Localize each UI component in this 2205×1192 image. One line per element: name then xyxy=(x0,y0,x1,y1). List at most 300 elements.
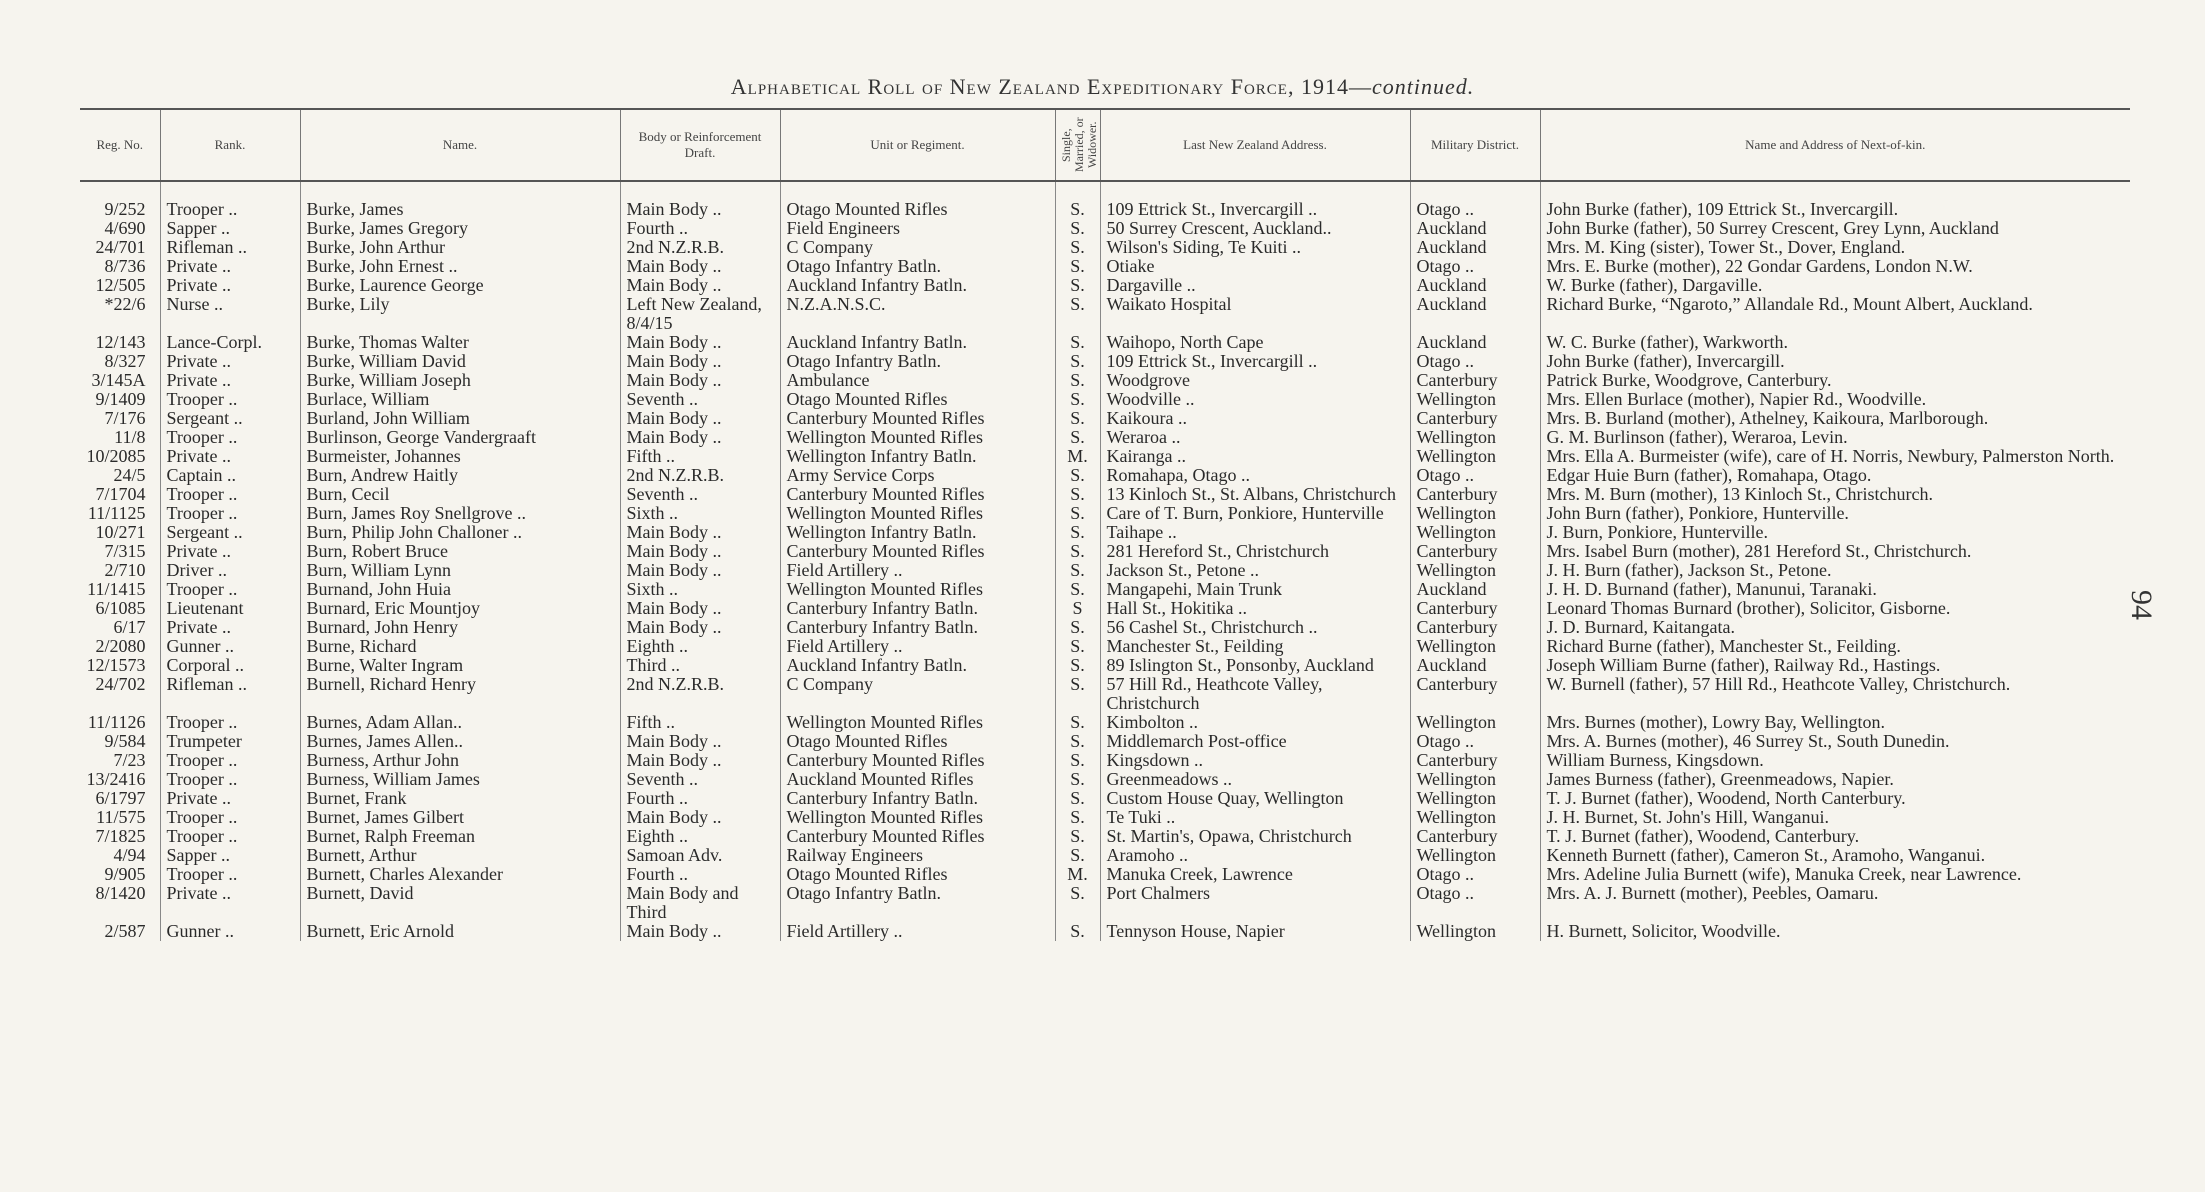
cell-marital-status: S. xyxy=(1055,219,1100,238)
cell-next-of-kin: J. D. Burnard, Kaitangata. xyxy=(1546,618,1735,637)
cell-rank: Rifleman .. xyxy=(160,675,300,713)
header-address: Last New Zealand Address. xyxy=(1100,109,1410,181)
cell-address: 57 Hill Rd., Heathcote Valley, Christchurch xyxy=(1100,675,1410,713)
table-row xyxy=(80,808,2130,827)
table-row xyxy=(80,922,2130,941)
cell-body: Main Body .. xyxy=(620,732,780,751)
cell-address: Tennyson House, Napier xyxy=(1100,922,1410,941)
cell-next-of-kin: Leonard Thomas Burnard (brother), Solicitor, Gisborne. xyxy=(1546,599,1951,618)
cell-unit: Field Artillery .. xyxy=(780,561,1055,580)
cell-address: Taihape .. xyxy=(1100,523,1410,542)
cell-reg-no: 11/575 xyxy=(80,808,160,827)
cell-reg-no: 4/94 xyxy=(80,846,160,865)
cell-name: Burnell, Richard Henry xyxy=(300,675,620,713)
cell-rank: Trooper .. xyxy=(160,827,300,846)
header-smw-text: Single, Married, or Widower. xyxy=(1058,117,1099,173)
cell-marital-status: S. xyxy=(1055,542,1100,561)
cell-marital-status: S. xyxy=(1055,238,1100,257)
table-row xyxy=(80,637,2130,656)
cell-address: Manchester St., Feilding xyxy=(1100,637,1410,656)
cell-rank: Private .. xyxy=(160,542,300,561)
cell-district: Auckland xyxy=(1410,276,1540,295)
cell-address: St. Martin's, Opawa, Christchurch xyxy=(1100,827,1410,846)
cell-unit: Auckland Infantry Batln. xyxy=(780,656,1055,675)
cell-body: 2nd N.Z.R.B. xyxy=(620,675,780,713)
cell-body: Main Body .. xyxy=(620,276,780,295)
header-unit: Unit or Regiment. xyxy=(780,109,1055,181)
cell-marital-status: S. xyxy=(1055,751,1100,770)
cell-name: Burke, James xyxy=(300,200,620,219)
cell-body: Sixth .. xyxy=(620,504,780,523)
cell-district: Wellington xyxy=(1410,523,1540,542)
cell-unit: C Company xyxy=(780,238,1055,257)
cell-rank: Trooper .. xyxy=(160,770,300,789)
cell-rank: Sapper .. xyxy=(160,219,300,238)
cell-body: Fourth .. xyxy=(620,789,780,808)
cell-next-of-kin: Mrs. Isabel Burn (mother), 281 Hereford St., Christchurch. xyxy=(1546,542,1972,561)
cell-address: Waihopo, North Cape xyxy=(1100,333,1410,352)
cell-next-of-kin: J. H. Burnet, St. John's Hill, Wanganui. xyxy=(1546,808,1829,827)
cell-rank: Captain .. xyxy=(160,466,300,485)
cell-unit: Canterbury Mounted Rifles xyxy=(780,485,1055,504)
cell-body: Main Body .. xyxy=(620,561,780,580)
cell-unit: Otago Mounted Rifles xyxy=(780,732,1055,751)
cell-address: Waikato Hospital xyxy=(1100,295,1410,333)
cell-body: Main Body .. xyxy=(620,599,780,618)
table-row xyxy=(80,542,2130,561)
cell-name: Burke, John Arthur xyxy=(300,238,620,257)
cell-name: Burnes, Adam Allan.. xyxy=(300,713,620,732)
cell-name: Burke, James Gregory xyxy=(300,219,620,238)
cell-body: Main Body .. xyxy=(620,257,780,276)
cell-next-of-kin: Mrs. M. King (sister), Tower St., Dover, England. xyxy=(1546,238,1906,257)
cell-rank: Trooper .. xyxy=(160,200,300,219)
cell-unit: C Company xyxy=(780,675,1055,713)
cell-unit: Wellington Infantry Batln. xyxy=(780,523,1055,542)
cell-district: Canterbury xyxy=(1410,599,1540,618)
header-name: Name. xyxy=(300,109,620,181)
cell-reg-no: 7/315 xyxy=(80,542,160,561)
cell-name: Burnard, Eric Mountjoy xyxy=(300,599,620,618)
cell-reg-no: 12/505 xyxy=(80,276,160,295)
cell-district: Wellington xyxy=(1410,390,1540,409)
cell-reg-no: 9/905 xyxy=(80,865,160,884)
cell-district: Wellington xyxy=(1410,447,1540,466)
cell-body: Fourth .. xyxy=(620,219,780,238)
cell-name: Burnet, James Gilbert xyxy=(300,808,620,827)
table-row xyxy=(80,675,2130,713)
cell-district: Wellington xyxy=(1410,713,1540,732)
cell-reg-no: 24/5 xyxy=(80,466,160,485)
table-body xyxy=(80,181,2130,941)
cell-marital-status: S. xyxy=(1055,409,1100,428)
table-row xyxy=(80,257,2130,276)
cell-reg-no: 8/327 xyxy=(80,352,160,371)
cell-district: Auckland xyxy=(1410,656,1540,675)
cell-next-of-kin: Mrs. A. Burnes (mother), 46 Surrey St., South Dunedin. xyxy=(1546,732,1950,751)
cell-body: Sixth .. xyxy=(620,580,780,599)
cell-unit: Otago Mounted Rifles xyxy=(780,390,1055,409)
cell-marital-status: S. xyxy=(1055,333,1100,352)
cell-district: Canterbury xyxy=(1410,485,1540,504)
cell-rank: Driver .. xyxy=(160,561,300,580)
cell-marital-status: M. xyxy=(1055,865,1100,884)
cell-body: Left New Zealand, 8/4/15 xyxy=(620,295,780,333)
cell-rank: Nurse .. xyxy=(160,295,300,333)
header-rank: Rank. xyxy=(160,109,300,181)
cell-marital-status: S. xyxy=(1055,884,1100,922)
cell-name: Burnard, John Henry xyxy=(300,618,620,637)
cell-reg-no: 2/2080 xyxy=(80,637,160,656)
cell-name: Burlinson, George Vandergraaft xyxy=(300,428,620,447)
cell-next-of-kin: John Burke (father), 109 Ettrick St., Invercargill. xyxy=(1546,200,1899,219)
cell-rank: Private .. xyxy=(160,352,300,371)
cell-body: Seventh .. xyxy=(620,770,780,789)
cell-next-of-kin: William Burness, Kingsdown. xyxy=(1546,751,1764,770)
cell-reg-no: 7/23 xyxy=(80,751,160,770)
cell-name: Burland, John William xyxy=(300,409,620,428)
cell-body: Main Body .. xyxy=(620,523,780,542)
cell-body: 2nd N.Z.R.B. xyxy=(620,466,780,485)
cell-reg-no: 6/17 xyxy=(80,618,160,637)
cell-rank: Sergeant .. xyxy=(160,409,300,428)
cell-body: Main Body .. xyxy=(620,618,780,637)
cell-marital-status: S. xyxy=(1055,922,1100,941)
cell-reg-no: 3/145A xyxy=(80,371,160,390)
cell-district: Otago .. xyxy=(1410,352,1540,371)
cell-reg-no: 8/1420 xyxy=(80,884,160,922)
cell-unit: Canterbury Mounted Rifles xyxy=(780,542,1055,561)
cell-marital-status: S. xyxy=(1055,485,1100,504)
cell-unit: Otago Mounted Rifles xyxy=(780,200,1055,219)
cell-reg-no: 11/1415 xyxy=(80,580,160,599)
table-header xyxy=(80,109,2130,181)
cell-reg-no: 12/1573 xyxy=(80,656,160,675)
cell-next-of-kin: Mrs. E. Burke (mother), 22 Gondar Gardens, London N.W. xyxy=(1546,257,1973,276)
cell-rank: Lieutenant xyxy=(160,599,300,618)
cell-body: Main Body .. xyxy=(620,542,780,561)
cell-marital-status: S. xyxy=(1055,580,1100,599)
cell-address: Manuka Creek, Lawrence xyxy=(1100,865,1410,884)
cell-marital-status: S. xyxy=(1055,371,1100,390)
cell-next-of-kin: W. C. Burke (father), Warkworth. xyxy=(1546,333,1788,352)
cell-district: Wellington xyxy=(1410,504,1540,523)
cell-next-of-kin: Mrs. A. J. Burnett (mother), Peebles, Oamaru. xyxy=(1546,884,1879,903)
cell-unit: Otago Mounted Rifles xyxy=(780,865,1055,884)
cell-marital-status: S. xyxy=(1055,561,1100,580)
cell-reg-no: 10/271 xyxy=(80,523,160,542)
cell-unit: Field Artillery .. xyxy=(780,922,1055,941)
cell-district: Wellington xyxy=(1410,561,1540,580)
cell-next-of-kin: Mrs. Ella A. Burmeister (wife), care of H. Norris, Newbury, Palmerston North. xyxy=(1546,447,2115,466)
cell-body: 2nd N.Z.R.B. xyxy=(620,238,780,257)
cell-unit: Wellington Mounted Rifles xyxy=(780,713,1055,732)
cell-next-of-kin: John Burke (father), 50 Surrey Crescent, Grey Lynn, Auckland xyxy=(1546,219,1999,238)
cell-marital-status: S. xyxy=(1055,846,1100,865)
cell-address: 109 Ettrick St., Invercargill .. xyxy=(1100,200,1410,219)
header-smw xyxy=(1055,109,1100,181)
cell-address: Woodville .. xyxy=(1100,390,1410,409)
cell-address: 89 Islington St., Ponsonby, Auckland xyxy=(1100,656,1410,675)
cell-district: Canterbury xyxy=(1410,618,1540,637)
table-row xyxy=(80,466,2130,485)
cell-address: Middlemarch Post-office xyxy=(1100,732,1410,751)
cell-next-of-kin: Edgar Huie Burn (father), Romahapa, Otago. xyxy=(1546,466,1872,485)
cell-next-of-kin: G. M. Burlinson (father), Weraroa, Levin. xyxy=(1546,428,1848,447)
cell-marital-status: S. xyxy=(1055,637,1100,656)
table-row xyxy=(80,580,2130,599)
cell-name: Burne, Walter Ingram xyxy=(300,656,620,675)
cell-body: Main Body and Third xyxy=(620,884,780,922)
table-row xyxy=(80,200,2130,219)
cell-district: Canterbury xyxy=(1410,827,1540,846)
cell-reg-no: 8/736 xyxy=(80,257,160,276)
cell-marital-status: S. xyxy=(1055,675,1100,713)
cell-unit: Canterbury Infantry Batln. xyxy=(780,599,1055,618)
cell-district: Otago .. xyxy=(1410,466,1540,485)
table-row xyxy=(80,599,2130,618)
cell-unit: Auckland Mounted Rifles xyxy=(780,770,1055,789)
cell-marital-status: S. xyxy=(1055,390,1100,409)
table-row xyxy=(80,447,2130,466)
cell-unit: Canterbury Infantry Batln. xyxy=(780,789,1055,808)
cell-address: Dargaville .. xyxy=(1100,276,1410,295)
table-row xyxy=(80,751,2130,770)
cell-marital-status: S. xyxy=(1055,200,1100,219)
cell-address: Greenmeadows .. xyxy=(1100,770,1410,789)
table-row xyxy=(80,770,2130,789)
cell-next-of-kin: Patrick Burke, Woodgrove, Canterbury. xyxy=(1546,371,1832,390)
table-row xyxy=(80,865,2130,884)
cell-name: Burn, William Lynn xyxy=(300,561,620,580)
cell-district: Auckland xyxy=(1410,219,1540,238)
table-row xyxy=(80,732,2130,751)
cell-reg-no: 4/690 xyxy=(80,219,160,238)
cell-body: Eighth .. xyxy=(620,637,780,656)
header-body: Body or Reinforcement Draft. xyxy=(620,109,780,181)
cell-address: 13 Kinloch St., St. Albans, Christchurch xyxy=(1100,485,1410,504)
cell-reg-no: 9/252 xyxy=(80,200,160,219)
cell-district: Wellington xyxy=(1410,789,1540,808)
cell-body: Main Body .. xyxy=(620,428,780,447)
cell-rank: Private .. xyxy=(160,618,300,637)
cell-marital-status: S xyxy=(1055,599,1100,618)
table-row xyxy=(80,846,2130,865)
cell-marital-status: S. xyxy=(1055,827,1100,846)
cell-district: Wellington xyxy=(1410,637,1540,656)
cell-body: Fourth .. xyxy=(620,865,780,884)
cell-address: Romahapa, Otago .. xyxy=(1100,466,1410,485)
cell-body: Samoan Adv. xyxy=(620,846,780,865)
cell-rank: Sapper .. xyxy=(160,846,300,865)
cell-next-of-kin: Mrs. B. Burland (mother), Athelney, Kaikoura, Marlborough. xyxy=(1546,409,1989,428)
cell-name: Burn, Philip John Challoner .. xyxy=(300,523,620,542)
cell-name: Burne, Richard xyxy=(300,637,620,656)
header-spacer-row xyxy=(80,181,2130,200)
title-suffix: continued. xyxy=(1371,74,1475,99)
cell-reg-no: 11/1125 xyxy=(80,504,160,523)
cell-unit: Wellington Mounted Rifles xyxy=(780,808,1055,827)
cell-name: Burness, Arthur John xyxy=(300,751,620,770)
cell-name: Burke, Lily xyxy=(300,295,620,333)
cell-next-of-kin: Mrs. Ellen Burlace (mother), Napier Rd., Woodville. xyxy=(1546,390,1927,409)
cell-next-of-kin: H. Burnett, Solicitor, Woodville. xyxy=(1546,922,1781,941)
cell-rank: Corporal .. xyxy=(160,656,300,675)
cell-next-of-kin: W. Burnell (father), 57 Hill Rd., Heathcote Valley, Christchurch. xyxy=(1546,675,2011,694)
cell-body: Main Body .. xyxy=(620,352,780,371)
cell-reg-no: 2/710 xyxy=(80,561,160,580)
cell-unit: N.Z.A.N.S.C. xyxy=(780,295,1055,333)
table-row xyxy=(80,656,2130,675)
cell-address: Aramoho .. xyxy=(1100,846,1410,865)
cell-marital-status: S. xyxy=(1055,257,1100,276)
table-row xyxy=(80,523,2130,542)
cell-rank: Gunner .. xyxy=(160,637,300,656)
cell-district: Canterbury xyxy=(1410,371,1540,390)
cell-reg-no: 7/176 xyxy=(80,409,160,428)
cell-reg-no: 7/1704 xyxy=(80,485,160,504)
cell-name: Burnett, Eric Arnold xyxy=(300,922,620,941)
cell-reg-no: 12/143 xyxy=(80,333,160,352)
cell-unit: Otago Infantry Batln. xyxy=(780,257,1055,276)
table-row xyxy=(80,485,2130,504)
header-kin: Name and Address of Next-of-kin. xyxy=(1540,109,2130,181)
cell-reg-no: 7/1825 xyxy=(80,827,160,846)
cell-address: Port Chalmers xyxy=(1100,884,1410,922)
cell-address: Te Tuki .. xyxy=(1100,808,1410,827)
table-row xyxy=(80,219,2130,238)
cell-district: Wellington xyxy=(1410,770,1540,789)
cell-marital-status: S. xyxy=(1055,618,1100,637)
table-row xyxy=(80,409,2130,428)
cell-rank: Private .. xyxy=(160,789,300,808)
cell-unit: Field Engineers xyxy=(780,219,1055,238)
cell-next-of-kin: Mrs. M. Burn (mother), 13 Kinloch St., Christchurch. xyxy=(1546,485,1933,504)
header-reg-no: Reg. No. xyxy=(80,109,160,181)
cell-name: Burke, John Ernest .. xyxy=(300,257,620,276)
cell-marital-status: S. xyxy=(1055,295,1100,333)
cell-rank: Trooper .. xyxy=(160,428,300,447)
cell-district: Canterbury xyxy=(1410,409,1540,428)
cell-marital-status: S. xyxy=(1055,428,1100,447)
cell-body: Eighth .. xyxy=(620,827,780,846)
roll-table-container xyxy=(80,108,2130,941)
cell-address: Woodgrove xyxy=(1100,371,1410,390)
cell-district: Wellington xyxy=(1410,428,1540,447)
cell-address: Mangapehi, Main Trunk xyxy=(1100,580,1410,599)
cell-next-of-kin: J. Burn, Ponkiore, Hunterville. xyxy=(1546,523,1768,542)
cell-body: Fifth .. xyxy=(620,713,780,732)
cell-marital-status: S. xyxy=(1055,504,1100,523)
cell-rank: Trooper .. xyxy=(160,751,300,770)
table-row xyxy=(80,352,2130,371)
cell-rank: Private .. xyxy=(160,257,300,276)
cell-rank: Lance-Corpl. xyxy=(160,333,300,352)
cell-name: Burke, William Joseph xyxy=(300,371,620,390)
cell-district: Auckland xyxy=(1410,238,1540,257)
cell-name: Burmeister, Johannes xyxy=(300,447,620,466)
cell-district: Wellington xyxy=(1410,846,1540,865)
cell-next-of-kin: Richard Burne (father), Manchester St., Feilding. xyxy=(1546,637,1901,656)
page-number: 94 xyxy=(2125,590,2158,620)
cell-name: Burke, Thomas Walter xyxy=(300,333,620,352)
cell-body: Third .. xyxy=(620,656,780,675)
cell-marital-status: S. xyxy=(1055,276,1100,295)
cell-address: Care of T. Burn, Ponkiore, Hunterville xyxy=(1100,504,1410,523)
cell-reg-no: 10/2085 xyxy=(80,447,160,466)
cell-reg-no: 6/1085 xyxy=(80,599,160,618)
table-row xyxy=(80,827,2130,846)
cell-reg-no: 24/702 xyxy=(80,675,160,713)
cell-name: Burlace, William xyxy=(300,390,620,409)
cell-rank: Rifleman .. xyxy=(160,238,300,257)
cell-address: Kaikoura .. xyxy=(1100,409,1410,428)
cell-name: Burn, Cecil xyxy=(300,485,620,504)
cell-district: Auckland xyxy=(1410,295,1540,333)
cell-marital-status: S. xyxy=(1055,789,1100,808)
table-row xyxy=(80,390,2130,409)
cell-rank: Trooper .. xyxy=(160,390,300,409)
cell-body: Main Body .. xyxy=(620,333,780,352)
table-row xyxy=(80,713,2130,732)
cell-address: Otiake xyxy=(1100,257,1410,276)
cell-next-of-kin: John Burn (father), Ponkiore, Hunterville. xyxy=(1546,504,1849,523)
cell-rank: Trooper .. xyxy=(160,485,300,504)
cell-marital-status: M. xyxy=(1055,447,1100,466)
cell-next-of-kin: Kenneth Burnett (father), Cameron St., Aramoho, Wanganui. xyxy=(1546,846,1986,865)
cell-address: 281 Hereford St., Christchurch xyxy=(1100,542,1410,561)
table-row xyxy=(80,295,2130,333)
cell-unit: Canterbury Infantry Batln. xyxy=(780,618,1055,637)
table-row xyxy=(80,789,2130,808)
cell-body: Main Body .. xyxy=(620,409,780,428)
cell-name: Burn, Andrew Haitly xyxy=(300,466,620,485)
cell-name: Burnet, Ralph Freeman xyxy=(300,827,620,846)
cell-marital-status: S. xyxy=(1055,808,1100,827)
cell-next-of-kin: J. H. Burn (father), Jackson St., Petone. xyxy=(1546,561,1832,580)
cell-body: Fifth .. xyxy=(620,447,780,466)
cell-address: Wilson's Siding, Te Kuiti .. xyxy=(1100,238,1410,257)
cell-next-of-kin: T. J. Burnet (father), Woodend, North Canterbury. xyxy=(1546,789,1906,808)
cell-district: Auckland xyxy=(1410,580,1540,599)
cell-reg-no: 6/1797 xyxy=(80,789,160,808)
cell-body: Main Body .. xyxy=(620,751,780,770)
cell-marital-status: S. xyxy=(1055,523,1100,542)
cell-next-of-kin: W. Burke (father), Dargaville. xyxy=(1546,276,1763,295)
cell-unit: Canterbury Mounted Rifles xyxy=(780,409,1055,428)
cell-unit: Auckland Infantry Batln. xyxy=(780,276,1055,295)
cell-marital-status: S. xyxy=(1055,713,1100,732)
cell-marital-status: S. xyxy=(1055,656,1100,675)
cell-rank: Trooper .. xyxy=(160,713,300,732)
cell-reg-no: 9/1409 xyxy=(80,390,160,409)
cell-name: Burn, James Roy Snellgrove .. xyxy=(300,504,620,523)
cell-rank: Trooper .. xyxy=(160,580,300,599)
cell-next-of-kin: Mrs. Adeline Julia Burnett (wife), Manuka Creek, near Lawrence. xyxy=(1546,865,2022,884)
header-district: Military District. xyxy=(1410,109,1540,181)
cell-district: Otago .. xyxy=(1410,257,1540,276)
table-row xyxy=(80,618,2130,637)
table-row xyxy=(80,238,2130,257)
cell-rank: Trumpeter xyxy=(160,732,300,751)
cell-unit: Canterbury Mounted Rifles xyxy=(780,751,1055,770)
cell-district: Canterbury xyxy=(1410,675,1540,713)
cell-reg-no: 24/701 xyxy=(80,238,160,257)
cell-address: Kingsdown .. xyxy=(1100,751,1410,770)
cell-unit: Ambulance xyxy=(780,371,1055,390)
cell-next-of-kin: T. J. Burnet (father), Woodend, Canterbury. xyxy=(1546,827,1860,846)
cell-unit: Wellington Mounted Rifles xyxy=(780,580,1055,599)
